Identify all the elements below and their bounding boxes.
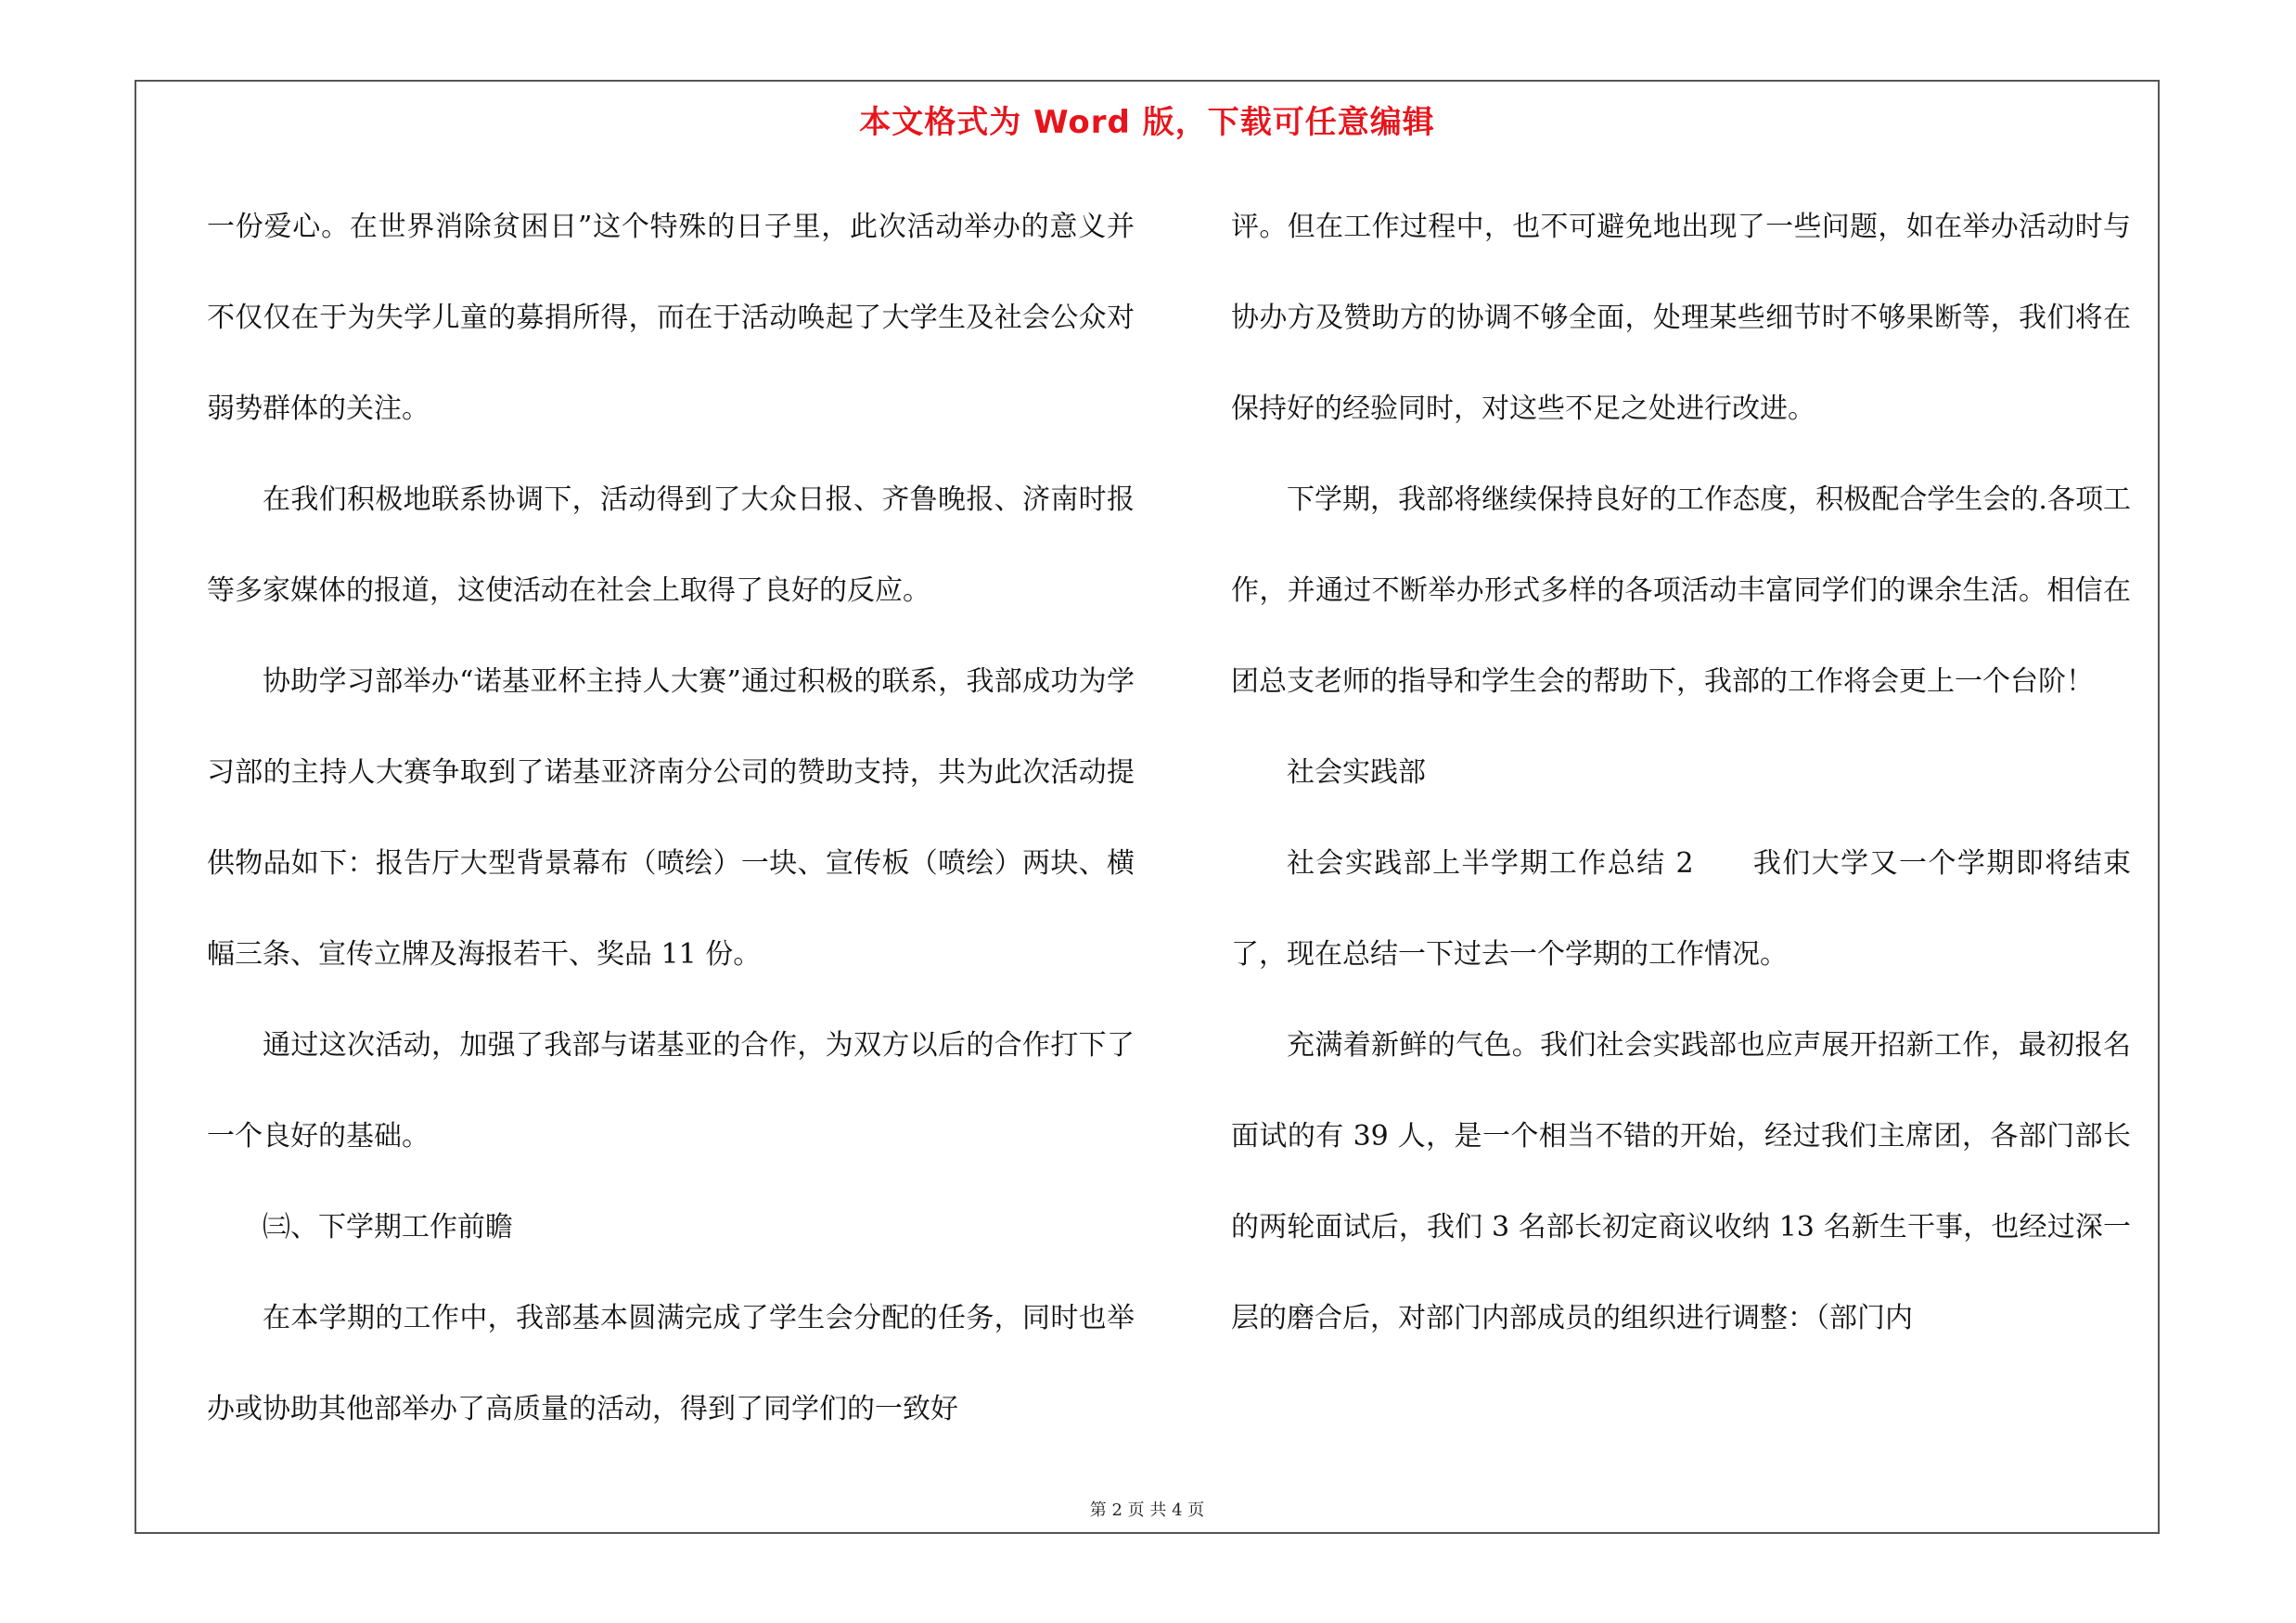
header-title: 本文格式为 Word 版，下载可任意编辑 xyxy=(859,104,1435,141)
paragraph: 在本学期的工作中，我部基本圆满完成了学生会分配的任务，同时也举办或协助其他部举办了高质量的活动，得到了同学们的一致好 xyxy=(207,1302,1135,1425)
page-frame xyxy=(135,80,2160,1534)
paragraph: 一份爱心。在世界消除贫困日”这个特殊的日子里，此次活动举办的意义并不仅仅在于为失学儿童的募捐所得，而在于活动唤起了大学生及社会公众对弱势群体的关注。 xyxy=(207,211,1135,425)
section-heading: ㈢、下学期工作前瞻 xyxy=(263,1211,513,1243)
paragraph: 协助学习部举办“诺基亚杯主持人大赛”通过积极的联系，我部成功为学习部的主持人大赛争取到了诺基亚济南分公司的赞助支持，共为此次活动提供物品如下：报告厅大型背景幕布（喷绘）一块、宣传板（喷绘）两块、横幅三条、宣传立牌及海报若干、奖品 11 份。 xyxy=(207,665,1135,971)
paragraph: 下学期，我部将继续保持良好的工作态度，积极配合学生会的.各项工作，并通过不断举办形式多样的各项活动丰富同学们的课余生活。相信在团总支老师的指导和学生会的帮助下，我部的工作将会更上一个台阶！ xyxy=(1231,483,2131,698)
paragraph: 通过这次活动，加强了我部与诺基亚的合作，为双方以后的合作打下了一个良好的基础。 xyxy=(207,1029,1135,1153)
right-column xyxy=(1231,182,2131,1364)
left-column xyxy=(207,182,1135,1455)
paragraph: 评。但在工作过程中，也不可避免地出现了一些问题，如在举办活动时与协办方及赞助方的协调不够全面，处理某些细节时不够果断等，我们将在保持好的经验同时，对这些不足之处进行改进。 xyxy=(1231,211,2131,425)
page-number: 第 2 页 共 4 页 xyxy=(1089,1501,1205,1520)
paragraph: 充满着新鲜的气色。我们社会实践部也应声展开招新工作，最初报名面试的有 39 人，是一个相当不错的开始，经过我们主席团，各部门部长的两轮面试后，我们 3 名部长初定商议收纳 13 名新生干事，也经过深一层的磨合后，对部门内部成员的组织进行调整：（部门内 xyxy=(1231,1029,2131,1334)
paragraph: 在我们积极地联系协调下，活动得到了大众日报、齐鲁晚报、济南时报等多家媒体的报道，这使活动在社会上取得了良好的反应。 xyxy=(207,483,1135,607)
paragraph: 社会实践部上半学期工作总结 2 我们大学又一个学期即将结束了，现在总结一下过去一个学期的工作情况。 xyxy=(1231,847,2131,971)
section-heading: 社会实践部 xyxy=(1287,756,1426,789)
